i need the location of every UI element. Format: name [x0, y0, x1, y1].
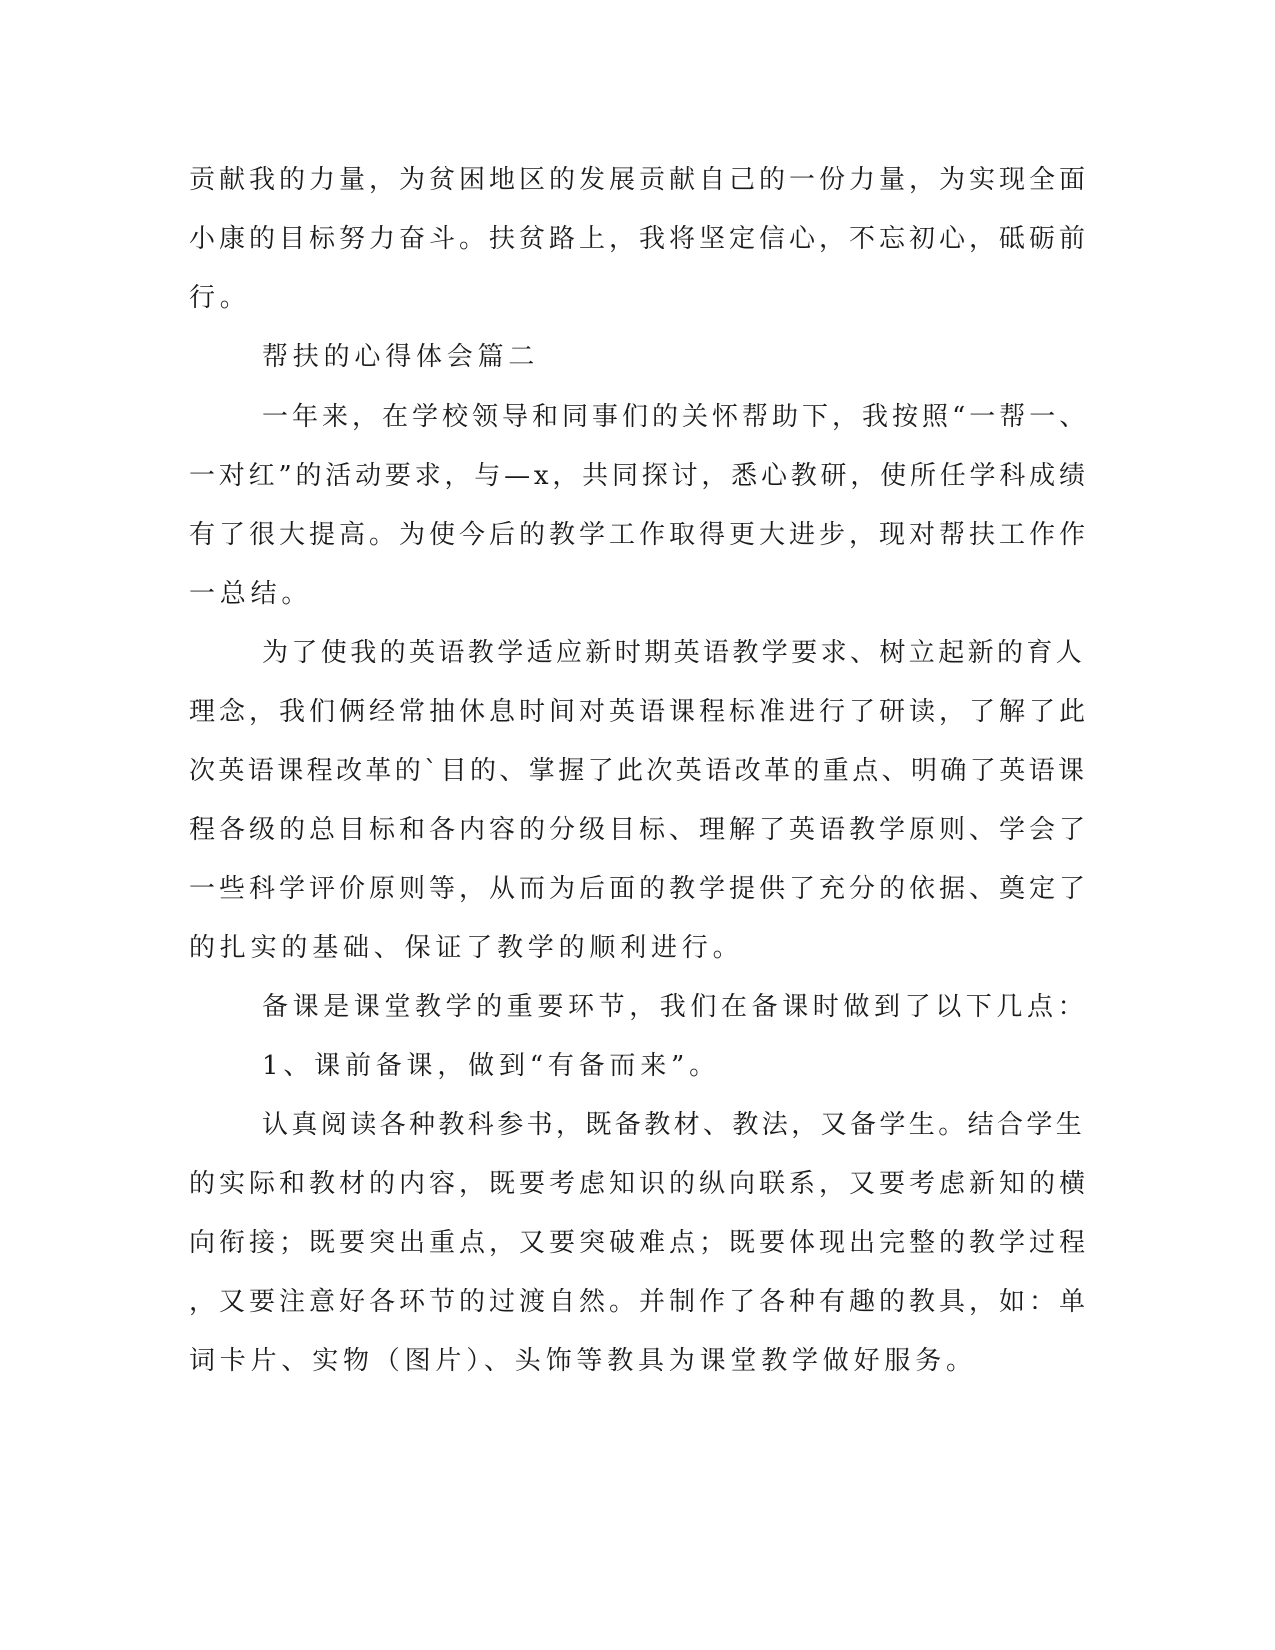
text-line: 为了使我的英语教学适应新时期英语教学要求、树立起新的育人 — [262, 638, 1086, 668]
text-line: 认真阅读各种教科参书，既备教材、教法，又备学生。结合学生 — [262, 1110, 1086, 1140]
text-line: 的实际和教材的内容，既要考虑知识的纵向联系，又要考虑新知的横 — [189, 1169, 1090, 1199]
text-line: 1、课前备课，做到“有备而来”。 — [262, 1051, 720, 1081]
text-line: 行。 — [189, 283, 251, 313]
text-line: 程各级的总目标和各内容的分级目标、理解了英语教学原则、学会了 — [189, 815, 1090, 845]
text-line: 的扎实的基础、保证了教学的顺利进行。 — [189, 933, 744, 963]
text-line: 小康的目标努力奋斗。扶贫路上，我将坚定信心，不忘初心，砥砺前 — [189, 224, 1090, 254]
text-line: ，又要注意好各环节的过渡自然。并制作了各种有趣的教具，如：单 — [189, 1287, 1090, 1317]
text-line: 一总结。 — [189, 579, 313, 609]
text-line: 备课是课堂教学的重要环节，我们在备课时做到了以下几点： — [262, 992, 1089, 1022]
text-line: 一些科学评价原则等，从而为后面的教学提供了充分的依据、奠定了 — [189, 874, 1090, 904]
text-line: 贡献我的力量，为贫困地区的发展贡献自己的一份力量，为实现全面 — [189, 165, 1090, 195]
text-line: 一对红”的活动要求，与—x，共同探讨，悉心教研，使所任学科成绩 — [189, 461, 1089, 491]
text-line: 向衔接；既要突出重点，又要突破难点；既要体现出完整的教学过程 — [189, 1228, 1090, 1258]
text-line: 次英语课程改革的`目的、掌握了此次英语改革的重点、明确了英语课 — [189, 756, 1088, 786]
text-line: 一年来，在学校领导和同事们的关怀帮助下，我按照“一帮一、 — [262, 402, 1090, 432]
section-heading: 帮扶的心得体会篇二 — [262, 342, 540, 372]
text-line: 有了很大提高。为使今后的教学工作取得更大进步，现对帮扶工作作 — [189, 520, 1090, 550]
text-line: 词卡片、实物（图片）、头饰等教具为课堂教学做好服务。 — [189, 1346, 977, 1376]
text-line: 理念，我们俩经常抽休息时间对英语课程标准进行了研读，了解了此 — [189, 697, 1090, 727]
